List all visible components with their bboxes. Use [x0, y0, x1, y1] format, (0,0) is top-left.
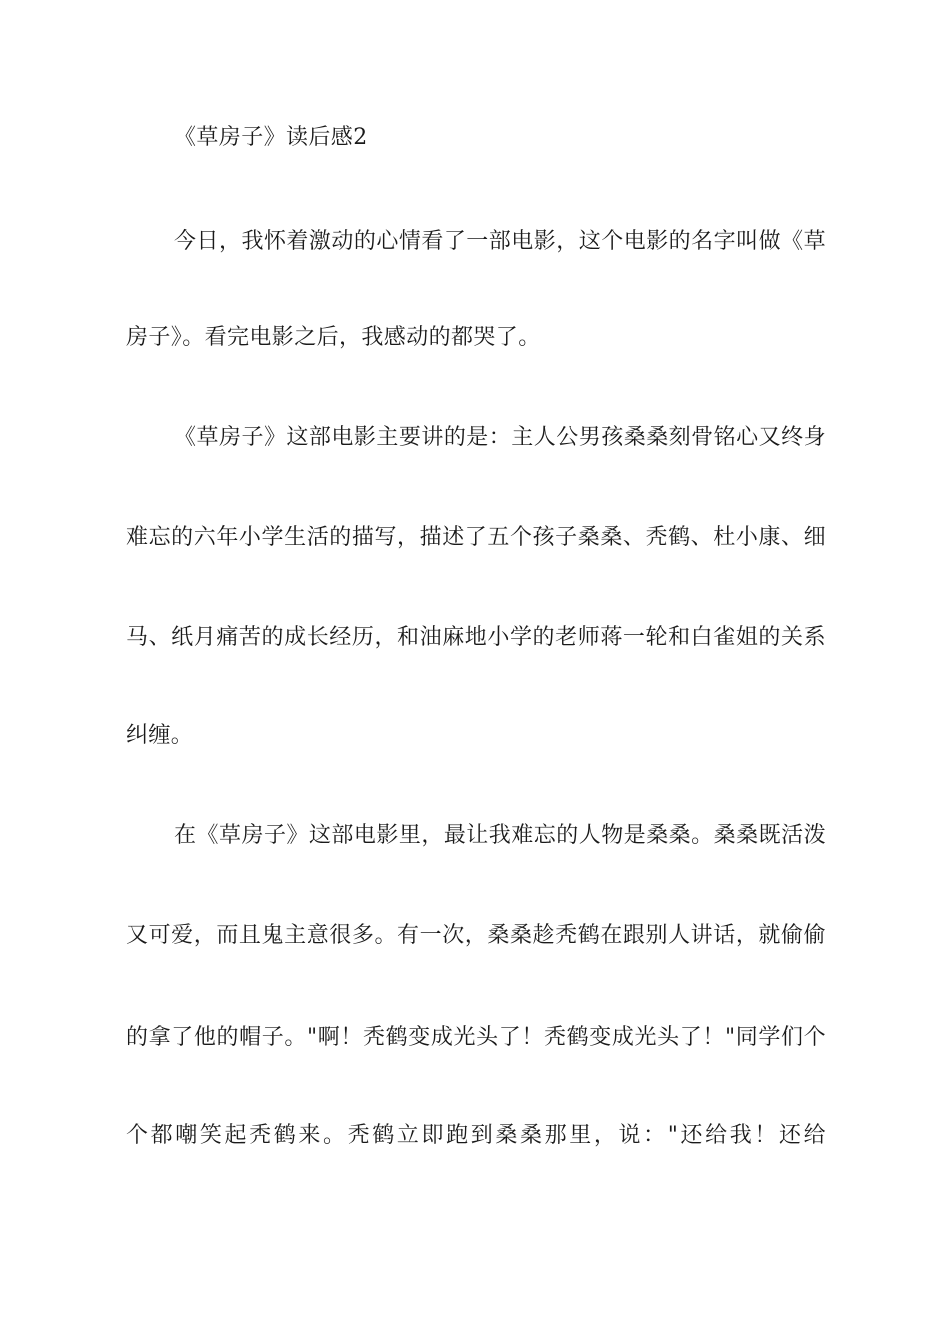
paragraph-line: 又可爱，而且鬼主意很多。有一次，桑桑趁秃鹤在跟别人讲话，就偷偷	[126, 923, 826, 948]
paragraph-line: 今日，我怀着激动的心情看了一部电影，这个电影的名字叫做《草	[174, 229, 826, 254]
paragraph-line: 《草房子》这部电影主要讲的是：主人公男孩桑桑刻骨铭心又终身	[174, 425, 826, 450]
paragraph-line: 难忘的六年小学生活的描写，描述了五个孩子桑桑、秃鹤、杜小康、细	[126, 525, 826, 550]
paragraph-line: 在《草房子》这部电影里，最让我难忘的人物是桑桑。桑桑既活泼	[174, 823, 826, 848]
document-title: 《草房子》读后感2	[174, 125, 368, 150]
paragraph-line: 马、纸月痛苦的成长经历，和油麻地小学的老师蒋一轮和白雀姐的关系	[126, 625, 826, 650]
paragraph-line: 房子》。看完电影之后，我感动的都哭了。	[126, 325, 541, 350]
paragraph-line: 纠缠。	[126, 723, 194, 748]
paragraph-line: 个都嘲笑起秃鹤来。秃鹤立即跑到桑桑那里，说："还给我！还给	[126, 1123, 826, 1148]
paragraph-line: 的拿了他的帽子。"啊！秃鹤变成光头了！秃鹤变成光头了！"同学们个	[126, 1025, 826, 1050]
